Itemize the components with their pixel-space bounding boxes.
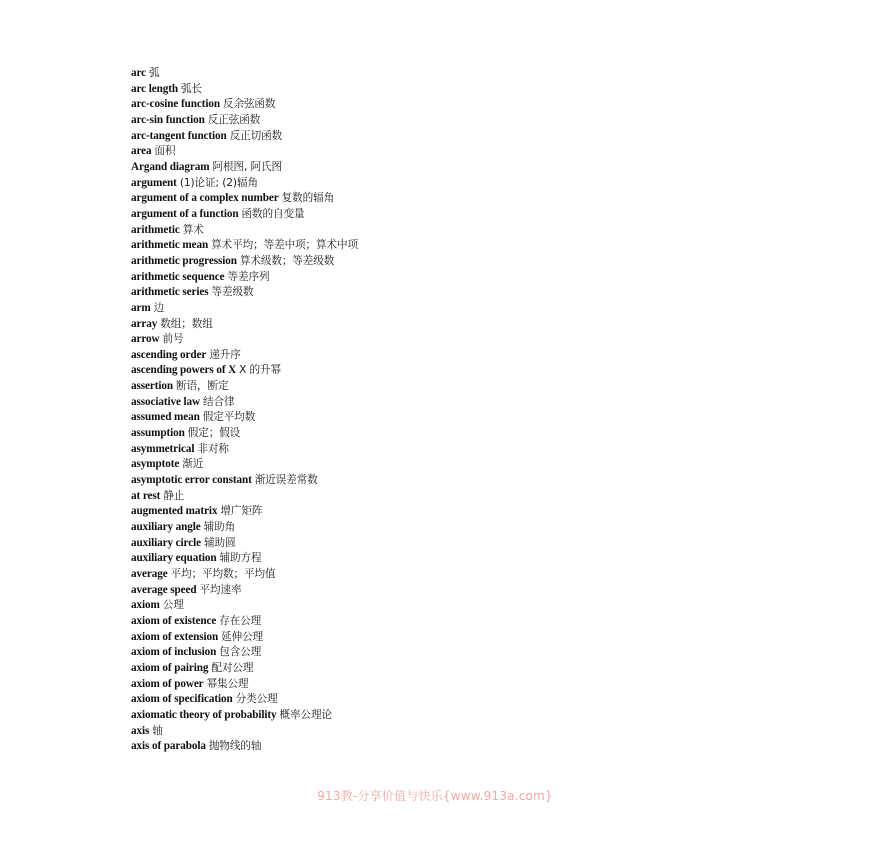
- glossary-definition: 算术: [182, 223, 204, 236]
- glossary-entry: [131, 536, 771, 552]
- glossary-term: auxiliary circle: [131, 536, 201, 549]
- glossary-term: at rest: [131, 489, 161, 502]
- glossary-entry: [131, 598, 771, 614]
- glossary-term: assertion: [131, 380, 173, 393]
- glossary-term: ascending order: [131, 348, 207, 361]
- glossary-term: axiom of inclusion: [131, 646, 217, 659]
- glossary-term: axiom of extension: [131, 630, 219, 643]
- glossary-definition: 平均；平均数；平均值: [170, 568, 276, 580]
- glossary-term: assumed mean: [131, 411, 200, 424]
- glossary-term: asymptote: [131, 458, 180, 471]
- glossary-term: ascending powers of X: [131, 364, 237, 377]
- glossary-term: argument of a function: [131, 207, 239, 220]
- glossary-entry: [131, 379, 771, 395]
- glossary-term: assumption: [131, 427, 185, 440]
- glossary-entry: [131, 614, 771, 630]
- glossary-entry: [131, 692, 771, 708]
- glossary-definition: 概率公理论: [279, 708, 333, 721]
- glossary-term: axiom of power: [131, 677, 204, 690]
- glossary-definition: 延伸公理: [221, 630, 264, 643]
- glossary-definition: 弧长: [180, 82, 202, 95]
- glossary-definition: 静止: [163, 489, 185, 502]
- glossary-entry: [131, 504, 771, 520]
- glossary-definition: 等差序列: [227, 270, 270, 283]
- glossary-definition: 平均速率: [199, 583, 242, 596]
- glossary-term: asymmetrical: [131, 442, 195, 455]
- glossary-definition: 公理: [162, 599, 184, 612]
- glossary-term: average speed: [131, 583, 197, 596]
- glossary-term: arm: [131, 301, 151, 314]
- glossary-definition: 反余弦函数: [222, 98, 276, 111]
- glossary-term: axiom of existence: [131, 614, 217, 627]
- glossary-definition: 算术平均；等差中项；算术中项: [211, 239, 359, 252]
- glossary-entry: [131, 363, 771, 379]
- glossary-entry: [131, 661, 771, 677]
- glossary-entry: [131, 724, 771, 740]
- glossary-term: arithmetic series: [131, 286, 209, 299]
- glossary-definition: 辅助圆: [203, 536, 236, 549]
- glossary-entry: [131, 207, 771, 223]
- glossary-entry: [131, 630, 771, 646]
- glossary-term: arithmetic progression: [131, 254, 237, 267]
- glossary-term: arc: [131, 67, 147, 79]
- glossary-definition: 包含公理: [219, 646, 262, 659]
- glossary-term: average: [131, 568, 168, 580]
- glossary-entry: [131, 113, 771, 129]
- glossary-definition: 增广矩阵: [220, 505, 263, 518]
- glossary-entry: [131, 348, 771, 364]
- glossary-definition: 前号: [162, 333, 184, 346]
- glossary-term: arithmetic mean: [131, 239, 209, 252]
- glossary-definition: 配对公理: [211, 661, 254, 674]
- glossary-definition: 渐近误差常数: [254, 474, 318, 487]
- glossary-entry: [131, 645, 771, 661]
- glossary-entry: [131, 317, 771, 333]
- glossary-entry: [131, 191, 771, 207]
- glossary-definition: 轴: [152, 724, 163, 737]
- glossary-entry: [131, 254, 771, 270]
- glossary-term: axiomatic theory of probability: [131, 708, 277, 721]
- glossary-entry: [131, 442, 771, 458]
- glossary-term: argument of a complex number: [131, 192, 279, 205]
- glossary-entry: [131, 395, 771, 411]
- glossary-term: auxiliary angle: [131, 521, 201, 534]
- glossary-term: axis of parabola: [131, 740, 206, 753]
- glossary-definition: (1)论证; (2)辐角: [179, 176, 258, 189]
- glossary-definition: 分类公理: [235, 693, 278, 706]
- glossary-term: augmented matrix: [131, 505, 218, 518]
- glossary-entry: [131, 489, 771, 505]
- glossary-term: axiom of pairing: [131, 661, 209, 674]
- glossary-entry: [131, 708, 771, 724]
- glossary-term: arc-sin function: [131, 113, 205, 126]
- glossary-entry: [131, 457, 771, 473]
- glossary-definition: 断语，断定: [175, 380, 229, 393]
- glossary-term: axiom of specification: [131, 693, 233, 706]
- glossary-term: area: [131, 145, 152, 158]
- glossary-entry: [131, 82, 771, 98]
- glossary-term: array: [131, 317, 158, 330]
- glossary-entry: [131, 677, 771, 693]
- glossary-definition: 复数的辐角: [281, 192, 335, 205]
- glossary-term: arithmetic: [131, 223, 180, 236]
- glossary-definition: 假定平均数: [202, 411, 256, 424]
- watermark: 913教-分享价值与快乐{www.913a.com}: [317, 789, 553, 803]
- glossary-term: arc-cosine function: [131, 98, 220, 111]
- glossary-entry: [131, 223, 771, 239]
- glossary-term: axiom: [131, 599, 160, 612]
- glossary-entry: [131, 473, 771, 489]
- glossary-entry: [131, 160, 771, 176]
- glossary-definition: 边: [153, 301, 165, 314]
- glossary-definition: 非对称: [197, 442, 229, 455]
- glossary-definition: 抛物线的轴: [208, 740, 262, 753]
- glossary-definition: 结合律: [203, 395, 235, 408]
- glossary-entry: [131, 66, 771, 82]
- glossary-definition: 递升序: [209, 348, 241, 361]
- glossary-entry: [131, 270, 771, 286]
- glossary-entry: [131, 129, 771, 145]
- glossary-definition: 假定；假设: [187, 427, 241, 440]
- glossary-term: associative law: [131, 395, 201, 408]
- glossary-entry: [131, 426, 771, 442]
- glossary-term: argument: [131, 176, 177, 189]
- glossary-definition: 渐近: [182, 458, 204, 471]
- glossary-entry: [131, 410, 771, 426]
- glossary-term: arrow: [131, 333, 160, 346]
- glossary-definition: 面积: [154, 145, 176, 158]
- glossary-entry: [131, 551, 771, 567]
- glossary-term: arc-tangent function: [131, 129, 227, 142]
- glossary-definition: 等差级数: [211, 286, 254, 299]
- glossary-term: arc length: [131, 82, 178, 95]
- glossary-entry: [131, 332, 771, 348]
- glossary-entry: [131, 285, 771, 301]
- glossary-definition: 阿根图, 阿氏图: [212, 160, 282, 173]
- glossary-term: axis: [131, 724, 150, 737]
- glossary-entry: [131, 176, 771, 192]
- glossary-list: [131, 66, 771, 755]
- glossary-entry: [131, 144, 771, 160]
- glossary-entry: [131, 301, 771, 317]
- glossary-definition: 存在公理: [219, 614, 262, 627]
- glossary-entry: [131, 238, 771, 254]
- glossary-definition: 辅助角: [203, 521, 236, 534]
- glossary-definition: 函数的自变量: [241, 207, 305, 220]
- glossary-definition: 幂集公理: [206, 677, 249, 690]
- glossary-definition: 算术级数；等差级数: [239, 254, 335, 267]
- glossary-entry: [131, 583, 771, 599]
- glossary-definition: 弧: [149, 67, 160, 79]
- glossary-definition: 反正切函数: [229, 129, 283, 142]
- glossary-definition: 数组；数组: [160, 317, 213, 330]
- glossary-term: Argand diagram: [131, 160, 210, 173]
- glossary-term: arithmetic sequence: [131, 270, 225, 283]
- glossary-entry: [131, 97, 771, 113]
- glossary-definition: X 的升幂: [239, 364, 282, 377]
- glossary-entry: [131, 520, 771, 536]
- glossary-entry: [131, 739, 771, 755]
- glossary-definition: 辅助方程: [219, 552, 262, 565]
- glossary-entry: [131, 567, 771, 583]
- glossary-term: asymptotic error constant: [131, 474, 252, 487]
- glossary-term: auxiliary equation: [131, 552, 217, 565]
- glossary-definition: 反正弦函数: [207, 113, 261, 126]
